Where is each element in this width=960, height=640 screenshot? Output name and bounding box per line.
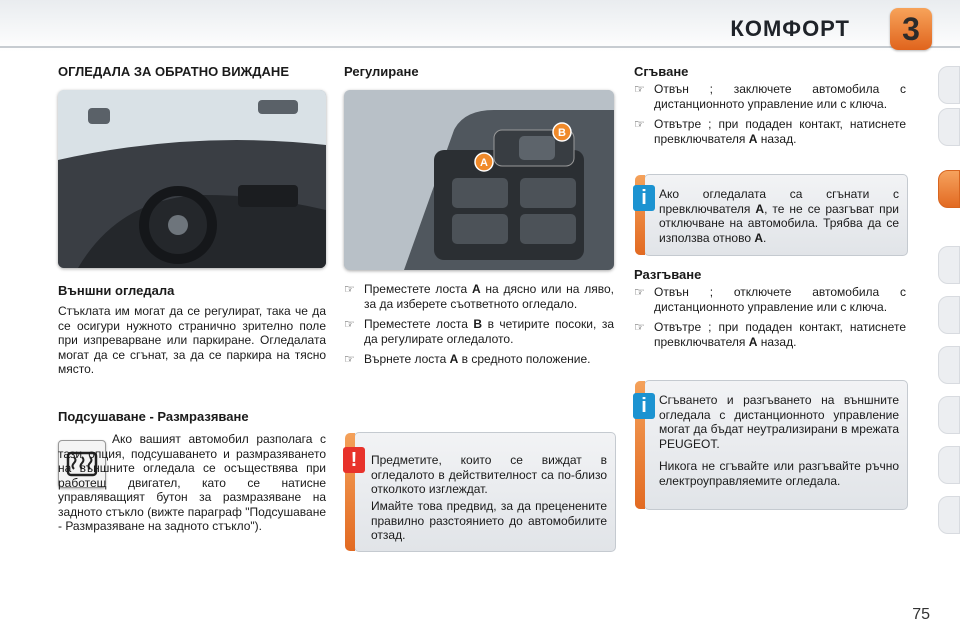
chapter-tab[interactable]	[938, 496, 960, 534]
adjustment-step: ☞ Преместете лоста A на дясно или на ляво, за да изберете съответното огледало.	[344, 282, 614, 311]
adjustment-heading: Регулиране	[344, 64, 419, 79]
pointer-hand-icon: ☞	[344, 352, 355, 366]
fold-step: ☞ Отвътре ; при подаден контакт, натиснете превключвателя A назад.	[634, 117, 906, 146]
chapter-tab-active[interactable]	[938, 170, 960, 208]
chapter-tab[interactable]	[938, 66, 960, 104]
unfold-step: ☞ Отвътре ; при подаден контакт, натиснете превключвателя A назад.	[634, 320, 906, 349]
info-fold-text: Ако огледалата са сгънати с превключвателя A, те не се разгъват при отключване на автомобила. Трябва да се използва отново A.	[659, 187, 899, 245]
chapter-tab[interactable]	[938, 446, 960, 484]
label-a: A	[480, 157, 488, 169]
pointer-hand-icon: ☞	[344, 317, 355, 331]
pointer-hand-icon: ☞	[634, 82, 645, 96]
info-box-fold	[641, 174, 908, 256]
info-icon: i	[633, 185, 655, 211]
adjustment-step: ☞ Върнете лоста A в средното положение.	[344, 352, 591, 366]
warning-box	[350, 432, 616, 552]
unfold-heading: Разгъване	[634, 267, 702, 282]
exterior-mirrors-heading: Външни огледала	[58, 283, 175, 298]
page-number: 75	[912, 606, 930, 623]
fold-heading: Сгъване	[634, 64, 689, 79]
label-b: B	[558, 127, 566, 139]
mirror-control-illustration	[344, 90, 614, 270]
car-interior-illustration	[58, 90, 326, 268]
info-box-network	[641, 380, 908, 510]
info-icon: i	[633, 393, 655, 419]
chapter-tab[interactable]	[938, 396, 960, 434]
header-divider	[0, 46, 960, 48]
info-network-text-1: Сгъването и разгъването на външните огледала с дистанционното управление могат да бъдат неутрализирани в мрежата PEUGEOT.	[659, 393, 899, 451]
mirror-control-photo	[344, 90, 614, 270]
car-interior-photo	[58, 90, 326, 268]
warning-text-2: Имайте това предвид, за да преценените правилно разстоянието до автомобилите отзад.	[371, 499, 607, 542]
fold-steps	[634, 82, 906, 152]
chapter-tab[interactable]	[938, 296, 960, 334]
unfold-steps	[634, 285, 906, 355]
pointer-hand-icon: ☞	[634, 117, 645, 131]
chapter-title: КОМФОРТ	[730, 16, 850, 41]
unfold-step: ☞ Отвън ; отключете автомобила с дистанционното управление или с ключа.	[634, 285, 906, 314]
warning-text-1: Предметите, които се виждат в огледалото в действителност са по-близо отколкото изглеждат.	[371, 453, 607, 496]
adjustment-steps	[344, 282, 614, 373]
chapter-tab[interactable]	[938, 346, 960, 384]
exterior-mirrors-text: Стъклата им могат да се регулират, така че да се осигури нужното странично зрително поле при изпреварване или паркиране. Огледалата могат да се сгънат, за да се паркира на тясно място.	[58, 304, 326, 376]
defrost-heading: Подсушаване - Размразяване	[58, 409, 249, 424]
pointer-hand-icon: ☞	[344, 282, 355, 296]
info-network-text-2: Никога не сгъвайте или разгъвайте ръчно електроуправляемите огледала.	[659, 459, 899, 488]
chapter-tabs	[940, 66, 960, 576]
fold-step: ☞ Отвън ; заключете автомобила с дистанционното управление или с ключа.	[634, 82, 906, 111]
chapter-tab[interactable]	[938, 246, 960, 284]
pointer-hand-icon: ☞	[634, 285, 645, 299]
warning-icon: !	[343, 447, 365, 473]
section-title: ОГЛЕДАЛА ЗА ОБРАТНО ВИЖДАНЕ	[58, 64, 289, 79]
chapter-number-badge: 3	[890, 8, 932, 50]
pointer-hand-icon: ☞	[634, 320, 645, 334]
defrost-text: Ако вашият автомобил разполага с тази опция, подсушаването и размразяването на външните огледала се осъществява при работещ двигател, като се натисне управляващият бутон за размразяване на задното стъкло (вижте параграф "Подсушаване - Размразяване на задното стъкло").	[58, 432, 326, 533]
chapter-tab[interactable]	[938, 108, 960, 146]
adjustment-step: ☞ Преместете лоста B в четирите посоки, за да регулирате огледалото.	[344, 317, 614, 346]
